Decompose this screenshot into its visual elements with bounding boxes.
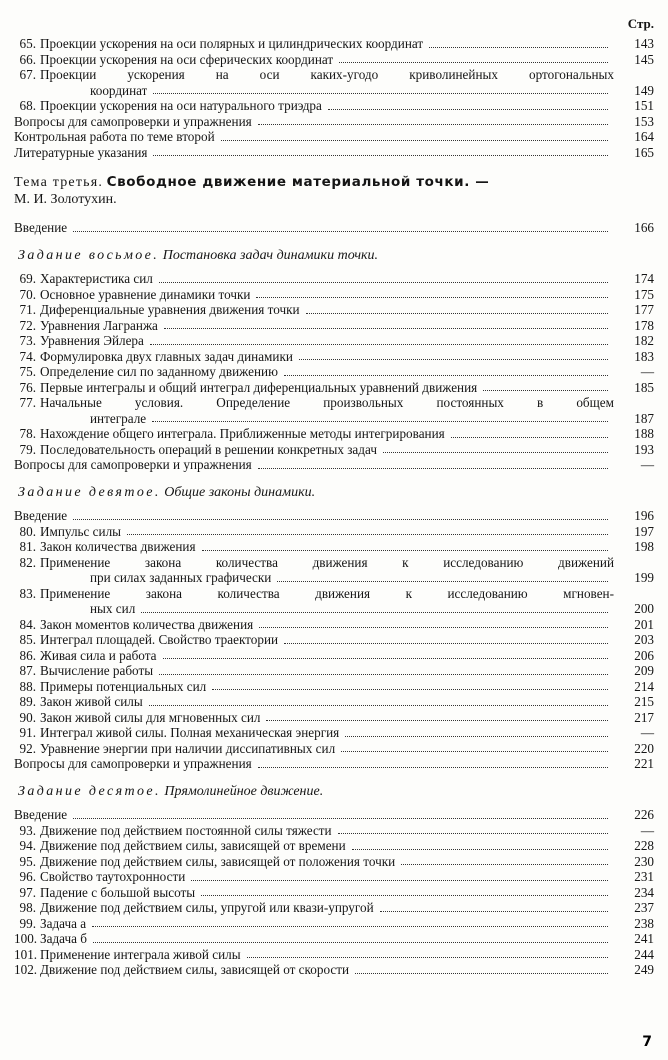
dot-leader [153,155,608,156]
toc-entry-number: 78. [19,426,36,441]
task-title: Постановка задач динамики точки. [162,247,379,263]
toc-entry [14,349,654,365]
toc-entry-title: Уравнения Эйлера [40,333,144,348]
toc-entry-number: 87. [19,663,36,678]
toc-entry-page: 244 [634,946,654,962]
toc-entry-page: — [640,822,654,838]
toc-entry-page: 200 [634,601,654,616]
toc-entry [14,129,654,145]
toc-entry-title: Нахождение общего интеграла. Приближенные методы интегрирования [40,426,445,441]
dot-leader [339,62,608,63]
page-column-header: Стр. [627,16,654,31]
toc-entry-continuation [14,570,654,586]
dot-leader [149,705,608,706]
toc-entry-number: 98. [19,900,36,915]
dot-leader [92,926,608,927]
toc-entry-title: Вопросы для самопроверки и упражнения [14,457,252,472]
toc-entry-title: Проекции ускорения на оси полярных и цилиндрических координат [40,36,424,51]
toc-entry [14,380,654,396]
toc-entry-number: 70. [19,286,36,302]
dot-leader [259,627,608,628]
toc-entry-number: 66. [19,51,36,67]
toc-entry-title: Введение [14,807,68,822]
toc-entry-page: 198 [634,539,654,554]
dot-leader [341,751,608,752]
dot-leader [256,297,608,298]
dot-leader [383,452,608,453]
toc-entry-number: 84. [19,616,36,632]
toc-intro-row [14,807,654,823]
toc-entry [14,725,654,741]
dot-leader [127,534,608,535]
dot-leader [73,818,608,819]
toc-entry-number: 80. [19,523,36,539]
toc-entry-title: Живая сила и работа [40,647,157,663]
dot-leader [258,767,608,768]
toc-entry-page: 226 [634,807,654,822]
toc-intro-row [14,220,654,236]
dot-leader [201,895,608,896]
toc-entry-title: Падение с большой высоты [40,884,196,900]
toc-entry-title: Закон живой силы [40,694,143,709]
toc-entry-page: 217 [634,709,654,725]
dot-leader [153,93,608,94]
toc-entry-number: 97. [19,884,36,900]
toc-entry-page: 187 [634,410,654,426]
toc-entry-title: Задача а [40,915,87,931]
toc-entry-number: 76. [19,379,36,395]
toc-entry-page: — [640,364,654,379]
toc-entry-number: 72. [19,317,36,333]
toc-entry-page: 193 [634,441,654,457]
toc-entry-title-cont: при силах заданных графически [90,570,272,585]
toc-entry-title: Движение под действием силы, зависящей от скорости [40,962,350,977]
toc-section-9 [14,524,654,757]
toc-entry-title: Примеры потенциальных сил [40,678,207,694]
toc-entry-number: 68. [19,98,36,113]
dot-leader [163,658,609,659]
dot-leader [380,911,608,912]
toc-entry-title: Движение под действием силы, упругой или квази-упругой [40,900,374,915]
toc-entry-number: 79. [19,441,36,457]
dot-leader [159,282,608,283]
toc-entry-page: 183 [634,348,654,364]
toc-entry-page: 214 [634,678,654,694]
toc-entry [14,114,654,130]
toc-section-8 [14,271,654,457]
toc-entry-page: 166 [634,220,654,235]
toc-entry-page: 209 [634,663,654,678]
toc-entry [14,586,654,602]
toc-entry-title: Закон моментов количества движения [40,616,254,632]
dot-leader [328,109,608,110]
toc-entry-title: Введение [14,508,68,523]
toc-entry-page: 230 [634,853,654,869]
dot-leader [73,231,608,232]
toc-entry-page: 188 [634,426,654,441]
toc-entry [14,555,654,571]
toc-entry [14,98,654,114]
toc-entry [14,426,654,442]
toc-entry-page: 215 [634,694,654,709]
toc-entry-number: 102. [14,962,38,977]
toc-entry-title: Определение сил по заданному движению [40,364,278,379]
toc-entry [14,900,654,916]
task-prefix: Задание десятое. [18,783,161,799]
toc-entry [14,539,654,555]
toc-entry-number: 71. [19,302,36,317]
dot-leader [258,468,608,469]
toc-entry [14,52,654,68]
toc-entry [14,648,654,664]
dot-leader [306,313,608,314]
topic-title: Свободное движение материальной точки. — [106,174,490,190]
topic-author: М. И. Золотухин. [14,192,117,207]
toc-entry-page: 164 [634,129,654,144]
dot-leader [451,437,608,438]
dot-leader [401,864,608,865]
toc-section-10 [14,823,654,978]
toc-entry-title: Введение [14,220,68,235]
dot-leader [191,880,608,881]
toc-entry-title: Интеграл живой силы. Полная механическая энергия [40,725,340,740]
toc-entry [14,457,654,473]
toc-entry-page: 177 [634,302,654,317]
topic-prefix: Тема третья. [14,175,104,190]
toc-entry [14,333,654,349]
dot-leader [345,736,608,737]
toc-entry [14,885,654,901]
dot-leader [429,47,608,48]
toc-entry-page: 182 [634,333,654,348]
toc-entry [14,694,654,710]
toc-entry [14,442,654,458]
toc-entry-continuation [14,601,654,617]
dot-leader [258,124,608,125]
toc-entry [14,838,654,854]
toc-entry-page: 174 [634,271,654,286]
toc-entry-title: Проекции ускорения на оси натурального триэдра [40,98,322,113]
toc-entry-page: 175 [634,286,654,302]
toc-entry-title: Применение интеграла живой силы [40,946,241,962]
task-prefix: Задание девятое. [18,484,161,500]
toc-section-9-tail [14,756,654,772]
toc-entry-number: 74. [19,348,36,364]
toc-entry [14,710,654,726]
toc-entry [14,947,654,963]
task-heading-8 [18,248,654,264]
toc-entry-page: 178 [634,317,654,333]
dot-leader [284,643,608,644]
toc-entry-title: Вычисление работы [40,663,154,678]
toc-entry-number: 88. [19,678,36,694]
toc-entry-number: 83. [19,585,36,601]
toc-entry-title: Начальные условия. Определение произвольных постоянных в общем [40,395,614,410]
dot-leader [483,390,608,391]
toc-entry [14,364,654,380]
toc-entry [14,931,654,947]
toc-entry-title: Характеристика сил [40,271,153,286]
toc-entry-title: Уравнения Лагранжа [40,317,158,333]
dot-leader [299,359,608,360]
task-title: Прямолинейное движение. [164,783,324,799]
toc-entry-page: 238 [634,915,654,931]
task-heading-10 [18,784,654,800]
toc-entry-page: 153 [634,113,654,129]
dot-leader [93,942,608,943]
toc-entry-title-cont: координат [90,82,148,98]
toc-entry-page: 196 [634,508,654,523]
toc-entry [14,67,654,83]
toc-entry-title: Контрольная работа по теме второй [14,129,215,144]
toc-entry [14,318,654,334]
toc-entry-title: Импульс силы [40,523,122,539]
toc-entry-page: 249 [634,962,654,977]
toc-entry-number: 99. [19,915,36,931]
toc-entry-page: 231 [634,869,654,884]
toc-entry-number: 100. [14,931,38,946]
toc-entry [14,679,654,695]
toc-entry-title: Уравнение энергии при наличии диссипативных сил [40,740,336,756]
toc-entry [14,916,654,932]
toc-entry-title: Движение под действием силы, зависящей от времени [40,838,346,853]
toc-entry-page: 241 [634,931,654,946]
toc-entry-page: — [640,725,654,740]
toc-entry-continuation [14,83,654,99]
dot-leader [221,140,608,141]
toc-entry-number: 67. [19,67,36,82]
toc-entry-page: — [640,457,654,472]
toc-entry-number: 90. [19,709,36,725]
toc-entry-title: Интеграл площадей. Свойство траектории [40,632,279,647]
table-of-contents [14,12,654,978]
topic-heading [14,174,654,191]
toc-entry-page: 165 [634,144,654,160]
toc-section-8-tail [14,457,654,473]
toc-intro-row [14,508,654,524]
dot-leader [73,519,608,520]
toc-section-1 [14,36,654,114]
toc-entry-page: 143 [634,36,654,51]
toc-entry-title: Формулировка двух главных задач динамики [40,348,293,364]
toc-entry [14,741,654,757]
toc-entry-page: 237 [634,900,654,915]
toc-entry-number: 65. [19,36,36,51]
toc-entry-title: Применение закона количества движения к исследованию движений [40,554,614,570]
toc-entry-title: Задача б [40,931,87,946]
dot-leader [277,581,608,582]
toc-entry-title: Движение под действием силы, зависящей от положения точки [40,853,396,869]
toc-entry-number: 89. [19,694,36,709]
toc-entry [14,962,654,978]
dot-leader [212,689,608,690]
task-prefix: Задание восьмое. [18,247,160,263]
toc-entry [14,524,654,540]
toc-entry-title-cont: интеграле [90,410,147,426]
toc-entry [14,395,654,411]
toc-entry-title: Применение закона количества движения к исследованию мгновен- [40,585,614,601]
toc-entry-page: 206 [634,647,654,663]
toc-entry-number: 91. [19,725,36,740]
toc-entry [14,869,654,885]
toc-entry-number: 82. [19,554,36,570]
toc-entry-title: Проекции ускорения на оси каких-угодо криволинейных ортогональных [40,67,614,82]
toc-entry-title: Закон количества движения [40,539,196,554]
toc-entry-page: 220 [634,740,654,756]
toc-entry-page: 199 [634,570,654,585]
dot-leader [266,720,608,721]
toc-entry-number: 85. [19,632,36,647]
toc-entry [14,823,654,839]
toc-entry-number: 101. [14,946,38,962]
toc-entry-title: Вопросы для самопроверки и упражнения [14,756,252,771]
toc-entry-number: 69. [19,271,36,286]
toc-entry-number: 75. [19,364,36,379]
dot-leader [247,957,608,958]
toc-entry-title: Свойство таутохронности [40,869,186,884]
dot-leader [284,375,608,376]
toc-entry-title-cont: ных сил [90,601,136,616]
toc-entry-number: 86. [19,647,36,663]
dot-leader [152,421,608,422]
toc-section-1-tail [14,114,654,161]
toc-entry-page: 145 [634,51,654,67]
toc-entry-page: 151 [634,98,654,113]
page-number: 7 [642,1034,652,1050]
dot-leader [159,674,608,675]
toc-entry [14,632,654,648]
dot-leader [355,973,608,974]
dot-leader [338,833,608,834]
toc-entry-page: 201 [634,616,654,632]
toc-entry-title: Вопросы для самопроверки и упражнения [14,113,252,129]
toc-entry-title: Проекции ускорения на оси сферических координат [40,51,334,67]
toc-entry-page: 197 [634,523,654,539]
toc-entry-title: Диференциальные уравнения движения точки [40,302,300,317]
toc-entry-title: Движение под действием постоянной силы тяжести [40,822,332,838]
toc-entry-number: 73. [19,333,36,348]
toc-entry-title: Литературные указания [14,144,148,160]
task-title: Общие законы динамики. [164,484,316,500]
toc-entry-page: 185 [634,379,654,395]
toc-entry-page: 221 [634,756,654,771]
toc-entry-continuation [14,411,654,427]
dot-leader [352,849,608,850]
dot-leader [150,344,608,345]
toc-entry-title: Последовательность операций в решении конкретных задач [40,441,377,457]
toc-entry [14,617,654,633]
toc-entry [14,854,654,870]
toc-entry-page: 234 [634,884,654,900]
dot-leader [141,612,608,613]
toc-entry [14,271,654,287]
toc-entry [14,302,654,318]
toc-entry [14,287,654,303]
toc-entry-title: Закон живой силы для мгновенных сил [40,709,261,725]
toc-entry [14,145,654,161]
toc-entry-number: 81. [19,539,36,554]
toc-entry-page: 228 [634,838,654,853]
toc-entry-number: 77. [19,395,36,410]
toc-entry [14,36,654,52]
toc-entry-title: Основное уравнение динамики точки [40,286,251,302]
toc-entry [14,756,654,772]
toc-entry [14,663,654,679]
toc-entry-number: 93. [19,822,36,838]
toc-entry-number: 96. [19,869,36,884]
toc-entry-page: 149 [634,82,654,98]
dot-leader [164,328,608,329]
toc-entry-number: 92. [19,740,36,756]
task-heading-9 [18,485,654,501]
toc-entry-number: 94. [19,838,36,853]
dot-leader [202,550,608,551]
toc-entry-title: Первые интегралы и общий интеграл диференциальных уравнений движения [40,379,478,395]
toc-entry-page: 203 [634,632,654,647]
toc-entry-number: 95. [19,853,36,869]
